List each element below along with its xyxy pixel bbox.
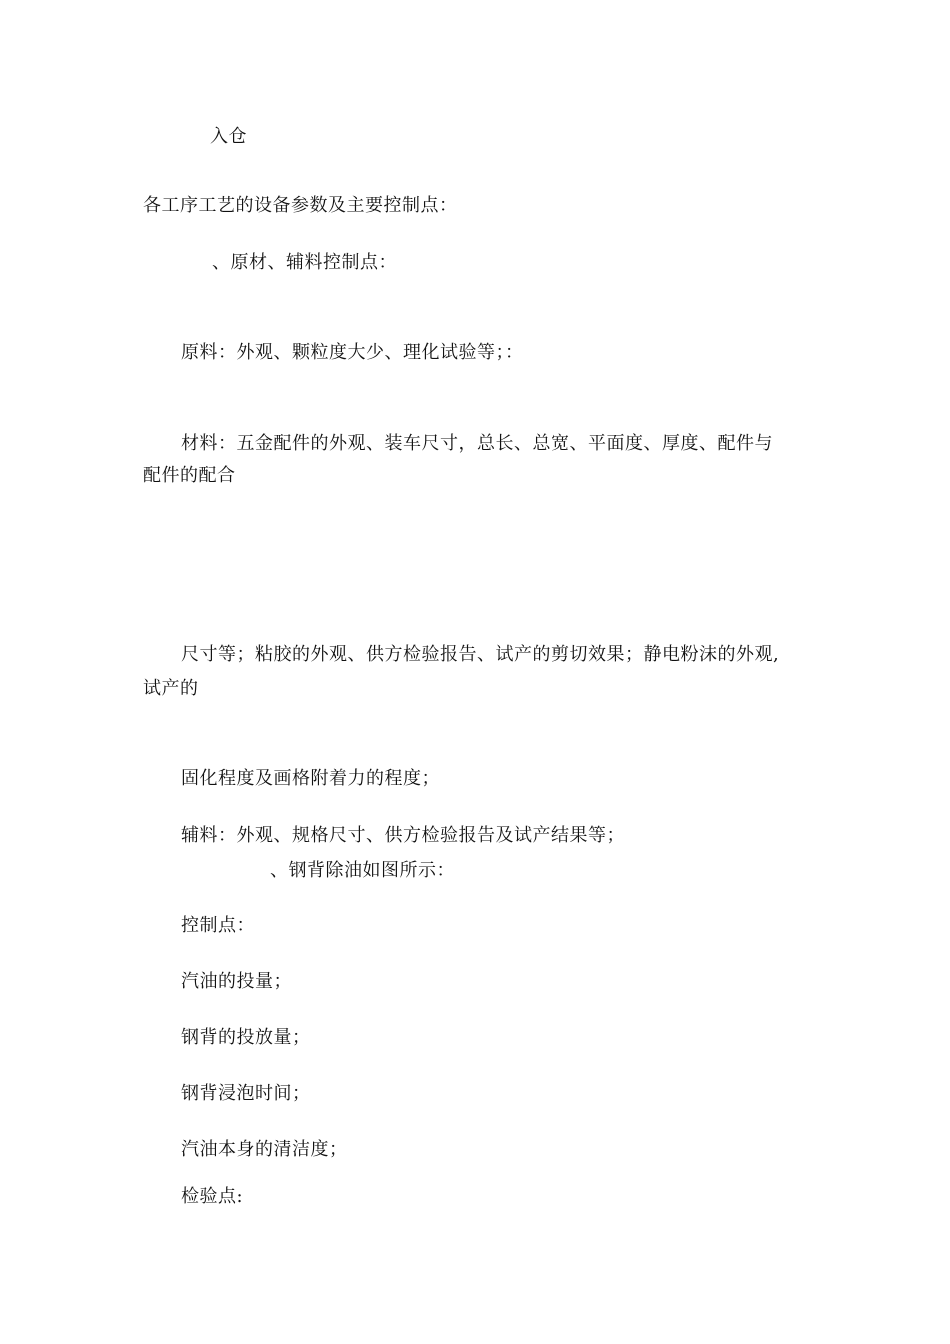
list-item-steel-back-quantity: 钢背的投放量； bbox=[181, 1027, 311, 1048]
label-control-points: 控制点： bbox=[181, 915, 255, 936]
heading-raw-material-control: 、原材、辅料控制点： bbox=[212, 252, 397, 273]
list-item-soak-time: 钢背浸泡时间； bbox=[181, 1083, 311, 1104]
paragraph-dimensions-cont: 试产的 bbox=[143, 678, 199, 699]
heading-degreasing: 、钢背除油如图所示： bbox=[270, 860, 455, 881]
paragraph-raw-material: 原料：外观、颗粒度大少、理化试验等；： bbox=[181, 342, 524, 363]
paragraph-auxiliary: 辅料：外观、规格尺寸、供方检验报告及试产结果等； bbox=[181, 825, 625, 846]
list-item-gasoline-cleanliness: 汽油本身的清洁度； bbox=[181, 1139, 348, 1160]
label-inspection-points: 检验点: bbox=[181, 1186, 244, 1207]
paragraph-curing: 固化程度及画格附着力的程度； bbox=[181, 768, 440, 789]
text-line-warehousing: 入仓 bbox=[210, 126, 247, 147]
paragraph-materials-cont: 配件的配合 bbox=[143, 465, 236, 486]
heading-process-parameters: 各工序工艺的设备参数及主要控制点： bbox=[143, 195, 458, 216]
paragraph-dimensions: 尺寸等；粘胶的外观、供方检验报告、试产的剪切效果；静电粉沫的外观, bbox=[181, 644, 780, 665]
list-item-gasoline-amount: 汽油的投量； bbox=[181, 971, 292, 992]
paragraph-materials: 材料：五金配件的外观、装车尺寸，总长、总宽、平面度、厚度、配件与 bbox=[181, 433, 773, 454]
